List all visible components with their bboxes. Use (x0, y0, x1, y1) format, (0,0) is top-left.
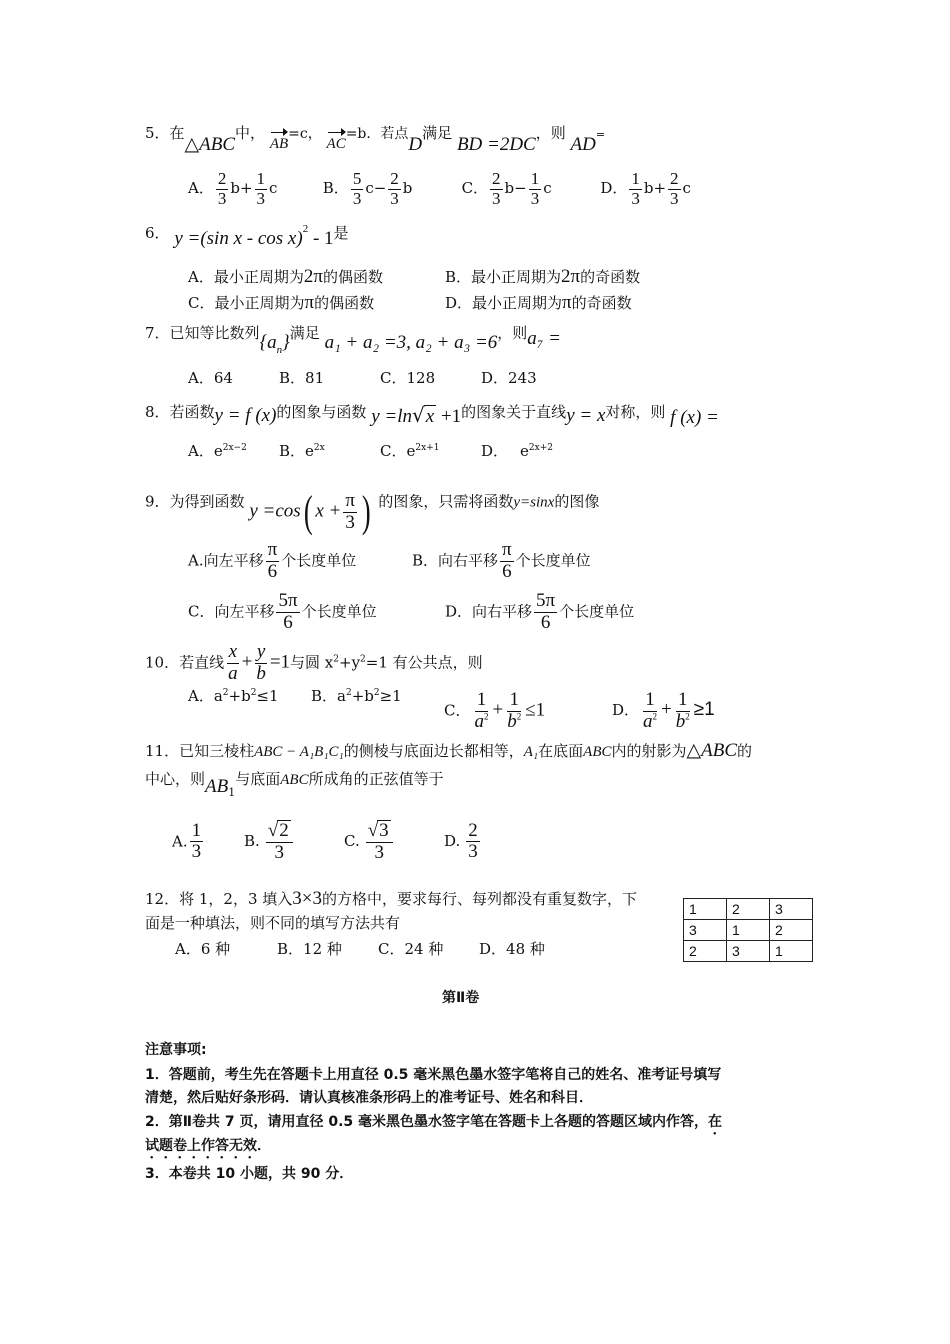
q12-example-grid (683, 898, 813, 962)
notice-item-3: 3．本卷共 10 小题，共 90 分． (145, 1166, 354, 1182)
q8-option-b[interactable]: B．$e^{2x}$ (279, 442, 325, 460)
table-row (684, 899, 813, 920)
q11-line-1: 11．已知三棱柱ABC − A₁B₁C₁的侧棱与底面边长都相等，A₁在底面ABC内的射影为△ABC的 (145, 740, 753, 761)
q11-option-d[interactable]: D. $\frac{2}{3}$ (444, 819, 478, 863)
q6-stem: 6． y =(sin x - cos x)$^2$ - 1是 (145, 223, 349, 249)
table-cell: 2 (727, 899, 770, 920)
sqrt-sign: √ (367, 820, 379, 841)
q12-line-2: 面是一种填法，则不同的填写方法共有 (145, 914, 401, 932)
sqrt-sign: √ (412, 403, 425, 427)
section-title: 第Ⅱ卷 (442, 990, 480, 1006)
q10-options (188, 687, 715, 733)
q6-option-a[interactable]: A．最小正周期为2π的偶函数 (188, 266, 383, 287)
q9-option-d[interactable]: D．向右平移 $\frac{5\pi}{6}$ 个长度单位 (445, 590, 635, 633)
q7-option-a[interactable]: A．64 (188, 369, 233, 387)
q9-stem: 9．为得到函数 y =cos( x + $\frac{\pi}{3}$ ) 的图象，只需将函数y=sinx的图像 (145, 487, 600, 536)
table-cell: 3 (684, 920, 727, 941)
q8-option-d[interactable]: D． $e^{2x+2}$ (481, 442, 553, 460)
q12-line-1: 12．将 1，2，3 填入3×3的方格中，要求每行、每列都没有重复数字，下 (145, 888, 637, 909)
q5-options (188, 170, 730, 208)
table-cell: 3 (727, 941, 770, 962)
q12-option-d[interactable]: D．48 种 (479, 940, 545, 958)
notice-item-2b: 试题卷上作答无效． (145, 1138, 271, 1154)
notice-item-1a: 1．答题前，考生先在答题卡上用直径 0.5 毫米黑色墨水签字笔将自己的姓名、准考证号填写 (145, 1067, 722, 1083)
q11-option-a[interactable]: A. $\frac{1}{3}$ (172, 819, 202, 863)
q6-option-c[interactable]: C．最小正周期为π的偶函数 (188, 292, 375, 313)
q9-option-b[interactable]: B．向右平移 $\frac{\pi}{6}$ 个长度单位 (412, 539, 591, 582)
q5-stem: 5．在△ABC中， AB=c， AC=b．若点D满足 BD =2DC，则 AD= (145, 124, 606, 155)
q11-options (172, 820, 482, 864)
q8-options (188, 442, 553, 460)
vector-ac: AC (327, 128, 346, 153)
q12-options (175, 940, 545, 958)
q5-option-b[interactable]: B． $\frac{5}{3}$ c− $\frac{2}{3}$ b (322, 169, 413, 208)
q9-option-c[interactable]: C．向左平移 $\frac{5\pi}{6}$ 个长度单位 (188, 590, 377, 633)
q12-option-c[interactable]: C．24 种 (378, 940, 444, 958)
q7-option-b[interactable]: B．81 (279, 369, 325, 387)
q8-option-c[interactable]: C．$e^{2x+1}$ (380, 442, 440, 460)
q6-option-d[interactable]: D．最小正周期为π的奇函数 (445, 292, 632, 313)
table-row (684, 920, 813, 941)
q10-option-d[interactable]: D． $\frac{1}{a^2}$ + $\frac{1}{b^2}$ ≥1 (612, 689, 715, 732)
sqrt-sign: √ (267, 820, 279, 841)
table-cell: 1 (727, 920, 770, 941)
q10-option-c[interactable]: C． $\frac{1}{a^2}$ + $\frac{1}{b^2}$ ≤1 (444, 689, 546, 732)
q10-stem: 10．若直线 $\frac{x}{a}$ + $\frac{y}{b}$ =1与圆 $x^2+y^2=1$ 有公共点，则 (145, 641, 483, 684)
q9-option-a[interactable]: A.向左平移 $\frac{\pi}{6}$ 个长度单位 (188, 539, 357, 582)
q8-option-a[interactable]: A．$e^{2x-2}$ (188, 442, 247, 460)
table-cell: 1 (770, 941, 813, 962)
q11-option-c[interactable]: C. $\frac{√3}{3}$ (344, 820, 444, 864)
q10-option-a[interactable]: A．$a^2+b^2\le 1$ (188, 687, 279, 706)
q12-option-b[interactable]: B．12 种 (277, 940, 342, 958)
q11-option-b[interactable]: B. $\frac{√2}{3}$ (244, 820, 344, 864)
q7-options (188, 369, 537, 387)
table-cell: 3 (770, 899, 813, 920)
notice-item-1b: 清楚，然后贴好条形码．请认真核准条形码上的准考证号、姓名和科目． (145, 1090, 593, 1106)
q10-option-b[interactable]: B．$a^2+b^2\ge 1$ (311, 687, 402, 706)
q6-option-b[interactable]: B．最小正周期为2π的奇函数 (445, 266, 641, 287)
q7-option-c[interactable]: C．128 (380, 369, 436, 387)
q5-option-a[interactable]: A． $\frac{2}{3}$ b+ $\frac{1}{3}$ c (188, 169, 278, 208)
table-cell: 2 (684, 941, 727, 962)
q7-stem: 7．已知等比数列$\{a_n\}$满足 a₁ + a₂ =3, a₂ + a₃ =6，则a₇ = (145, 324, 561, 356)
table-row (684, 941, 813, 962)
table-cell: 1 (684, 899, 727, 920)
table-cell: 2 (770, 920, 813, 941)
vector-ab: AB (270, 128, 288, 153)
q5-option-d[interactable]: D． $\frac{1}{3}$ b+ $\frac{2}{3}$ c (600, 169, 691, 208)
q12-option-a[interactable]: A．6 种 (175, 940, 231, 958)
q8-stem: 8．若函数y = f (x)的图象与函数 y =ln√x +1的图象关于直线y = x对称，则 f (x) = (145, 403, 719, 428)
notice-heading: 注意事项: (145, 1042, 207, 1058)
q5-option-c[interactable]: C． $\frac{2}{3}$ b− $\frac{1}{3}$ c (461, 169, 552, 208)
q11-line-2: 中心，则$AB_1$与底面ABC所成角的正弦值等于 (145, 770, 444, 799)
notice-item-2a: 2．第Ⅱ卷共 7 页，请用直径 0.5 毫米黑色墨水签字笔在答题卡上各题的答题区域内作答，在 (145, 1114, 722, 1130)
q7-option-d[interactable]: D．243 (481, 369, 537, 387)
